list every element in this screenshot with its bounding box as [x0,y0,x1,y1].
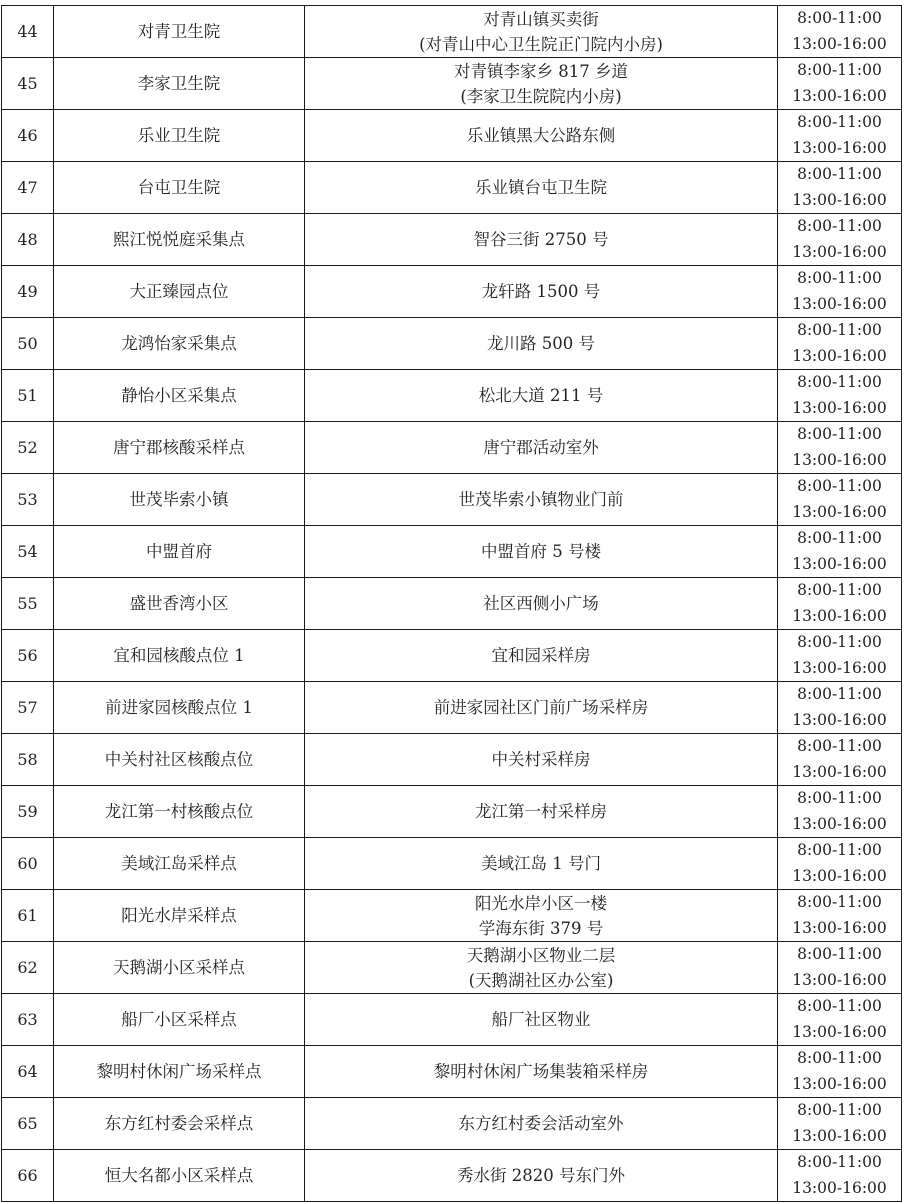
row-number: 61 [2,890,54,942]
address-line: 阳光水岸小区一楼 [475,893,607,913]
hours-line: 8:00-11:00 [797,269,882,287]
service-hours [778,6,902,58]
row-number: 56 [2,630,54,682]
table-body [2,6,902,1202]
row-number: 62 [2,942,54,994]
site-address [305,1098,778,1150]
table-row [2,110,902,162]
row-number: 46 [2,110,54,162]
address-line: (天鹅湖社区办公室) [468,970,614,990]
hours-line: 13:00-16:00 [792,866,887,885]
address-line: 松北大道 211 号 [478,386,604,405]
address-line: 秀水街 2820 号东门外 [457,1166,625,1185]
hours-line: 13:00-16:00 [792,138,887,157]
service-hours [778,58,902,110]
site-name: 恒大名都小区采样点 [54,1150,305,1202]
site-address [305,266,778,318]
site-name: 龙江第一村核酸点位 [54,786,305,838]
site-address [305,370,778,422]
hours-line: 13:00-16:00 [792,1178,887,1197]
service-hours [778,318,902,370]
site-address [305,318,778,370]
row-number: 45 [2,58,54,110]
table-row [2,422,902,474]
hours-line: 13:00-16:00 [792,86,887,105]
hours-line: 13:00-16:00 [792,34,887,53]
hours-line: 8:00-11:00 [797,1101,882,1119]
table-row [2,630,902,682]
table-row [2,526,902,578]
address-line: (对青山中心卫生院正门院内小房) [419,34,663,54]
row-number: 53 [2,474,54,526]
row-number: 57 [2,682,54,734]
site-address [305,526,778,578]
table-row [2,942,902,994]
site-address [305,630,778,682]
site-name: 大正臻园点位 [54,266,305,318]
address-line: 天鹅湖小区物业二层 [466,945,616,965]
address-line: 龙江第一村采样房 [475,802,607,821]
hours-line: 13:00-16:00 [792,606,887,625]
hours-line: 8:00-11:00 [797,841,882,859]
hours-line: 8:00-11:00 [797,9,882,27]
address-line: 乐业镇台屯卫生院 [475,178,607,197]
hours-line: 8:00-11:00 [797,945,882,963]
table-row [2,890,902,942]
table-row [2,1150,902,1202]
service-hours [778,1098,902,1150]
site-address [305,1150,778,1202]
address-line: 龙轩路 1500 号 [481,282,601,301]
hours-line: 13:00-16:00 [792,658,887,677]
table-row [2,578,902,630]
site-name: 美域江岛采样点 [54,838,305,890]
address-line: 美域江岛 1 号门 [481,854,601,873]
site-name: 熙江悦悦庭采集点 [54,214,305,266]
site-name: 阳光水岸采样点 [54,890,305,942]
row-number: 51 [2,370,54,422]
address-line: 对青镇李家乡 817 乡道 [454,61,628,81]
sampling-sites-table [1,5,902,1202]
row-number: 44 [2,6,54,58]
hours-line: 13:00-16:00 [792,1022,887,1041]
table-row [2,1046,902,1098]
row-number: 50 [2,318,54,370]
address-line: 乐业镇黑大公路东侧 [466,126,616,145]
service-hours [778,110,902,162]
address-line: 社区西侧小广场 [483,594,599,613]
table-row [2,266,902,318]
hours-line: 13:00-16:00 [792,1126,887,1145]
hours-line: 8:00-11:00 [797,685,882,703]
address-line: 前进家园社区门前广场采样房 [433,698,649,717]
service-hours [778,994,902,1046]
address-line: 学海东街 379 号 [478,918,604,938]
address-line: 世茂毕索小镇物业门前 [458,490,624,509]
site-name: 唐宁郡核酸采样点 [54,422,305,474]
site-address [305,838,778,890]
site-address [305,6,778,58]
row-number: 65 [2,1098,54,1150]
table-row [2,318,902,370]
site-name: 静怡小区采集点 [54,370,305,422]
address-line: 中盟首府 5 号楼 [481,542,601,561]
table-row [2,474,902,526]
table-row [2,786,902,838]
row-number: 49 [2,266,54,318]
row-number: 48 [2,214,54,266]
table-row [2,682,902,734]
site-address [305,994,778,1046]
row-number: 54 [2,526,54,578]
site-address [305,1046,778,1098]
hours-line: 13:00-16:00 [792,502,887,521]
hours-line: 13:00-16:00 [792,190,887,209]
site-name: 世茂毕索小镇 [54,474,305,526]
site-name: 天鹅湖小区采样点 [54,942,305,994]
service-hours [778,578,902,630]
service-hours [778,422,902,474]
site-name: 中关村社区核酸点位 [54,734,305,786]
service-hours [778,682,902,734]
service-hours [778,266,902,318]
row-number: 63 [2,994,54,1046]
address-line: 黎明村休闲广场集装箱采样房 [433,1062,649,1081]
row-number: 55 [2,578,54,630]
site-address [305,162,778,214]
table-row [2,734,902,786]
service-hours [778,370,902,422]
address-line: 宜和园采样房 [491,646,591,665]
row-number: 47 [2,162,54,214]
hours-line: 13:00-16:00 [792,242,887,261]
table-row [2,58,902,110]
table-row [2,162,902,214]
address-line: 对青山镇买卖街 [483,9,599,29]
hours-line: 13:00-16:00 [792,710,887,729]
site-name: 龙鸿怡家采集点 [54,318,305,370]
row-number: 60 [2,838,54,890]
hours-line: 8:00-11:00 [797,321,882,339]
hours-line: 8:00-11:00 [797,737,882,755]
hours-line: 8:00-11:00 [797,1049,882,1067]
address-line: 东方红村委会活动室外 [458,1114,624,1133]
table-row [2,994,902,1046]
hours-line: 8:00-11:00 [797,633,882,651]
hours-line: 8:00-11:00 [797,113,882,131]
hours-line: 13:00-16:00 [792,398,887,417]
site-name: 盛世香湾小区 [54,578,305,630]
site-address [305,578,778,630]
service-hours [778,214,902,266]
row-number: 52 [2,422,54,474]
site-address [305,682,778,734]
address-line: 智谷三街 2750 号 [473,230,609,249]
site-address [305,942,778,994]
hours-line: 13:00-16:00 [792,970,887,989]
site-address [305,474,778,526]
hours-line: 8:00-11:00 [797,425,882,443]
hours-line: 8:00-11:00 [797,789,882,807]
site-address [305,890,778,942]
service-hours [778,942,902,994]
address-line: (李家卫生院院内小房) [460,86,622,106]
row-number: 58 [2,734,54,786]
hours-line: 13:00-16:00 [792,814,887,833]
hours-line: 8:00-11:00 [797,165,882,183]
service-hours [778,630,902,682]
row-number: 64 [2,1046,54,1098]
hours-line: 8:00-11:00 [797,529,882,547]
service-hours [778,838,902,890]
service-hours [778,1150,902,1202]
address-line: 唐宁郡活动室外 [483,438,599,457]
hours-line: 13:00-16:00 [792,450,887,469]
site-name: 黎明村休闲广场采样点 [54,1046,305,1098]
site-name: 李家卫生院 [54,58,305,110]
site-address [305,786,778,838]
hours-line: 8:00-11:00 [797,581,882,599]
table-row [2,370,902,422]
hours-line: 8:00-11:00 [797,373,882,391]
service-hours [778,162,902,214]
site-name: 中盟首府 [54,526,305,578]
hours-line: 8:00-11:00 [797,217,882,235]
hours-line: 8:00-11:00 [797,477,882,495]
site-name: 东方红村委会采样点 [54,1098,305,1150]
hours-line: 8:00-11:00 [797,61,882,79]
site-address [305,422,778,474]
table-row [2,838,902,890]
site-address [305,58,778,110]
site-address [305,214,778,266]
service-hours [778,786,902,838]
service-hours [778,1046,902,1098]
hours-line: 13:00-16:00 [792,346,887,365]
row-number: 59 [2,786,54,838]
site-name: 对青卫生院 [54,6,305,58]
table-row [2,1098,902,1150]
address-line: 龙川路 500 号 [487,334,595,353]
address-line: 中关村采样房 [491,750,591,769]
service-hours [778,474,902,526]
hours-line: 13:00-16:00 [792,1074,887,1093]
site-name: 台屯卫生院 [54,162,305,214]
hours-line: 8:00-11:00 [797,1153,882,1171]
hours-line: 13:00-16:00 [792,294,887,313]
hours-line: 8:00-11:00 [797,997,882,1015]
site-address [305,110,778,162]
service-hours [778,734,902,786]
site-name: 乐业卫生院 [54,110,305,162]
service-hours [778,890,902,942]
table-row [2,6,902,58]
site-name: 宜和园核酸点位 1 [54,630,305,682]
site-address [305,734,778,786]
address-line: 船厂社区物业 [491,1010,591,1029]
site-name: 船厂小区采样点 [54,994,305,1046]
hours-line: 8:00-11:00 [797,893,882,911]
hours-line: 13:00-16:00 [792,554,887,573]
row-number: 66 [2,1150,54,1202]
site-name: 前进家园核酸点位 1 [54,682,305,734]
table-row [2,214,902,266]
service-hours [778,526,902,578]
hours-line: 13:00-16:00 [792,918,887,937]
hours-line: 13:00-16:00 [792,762,887,781]
